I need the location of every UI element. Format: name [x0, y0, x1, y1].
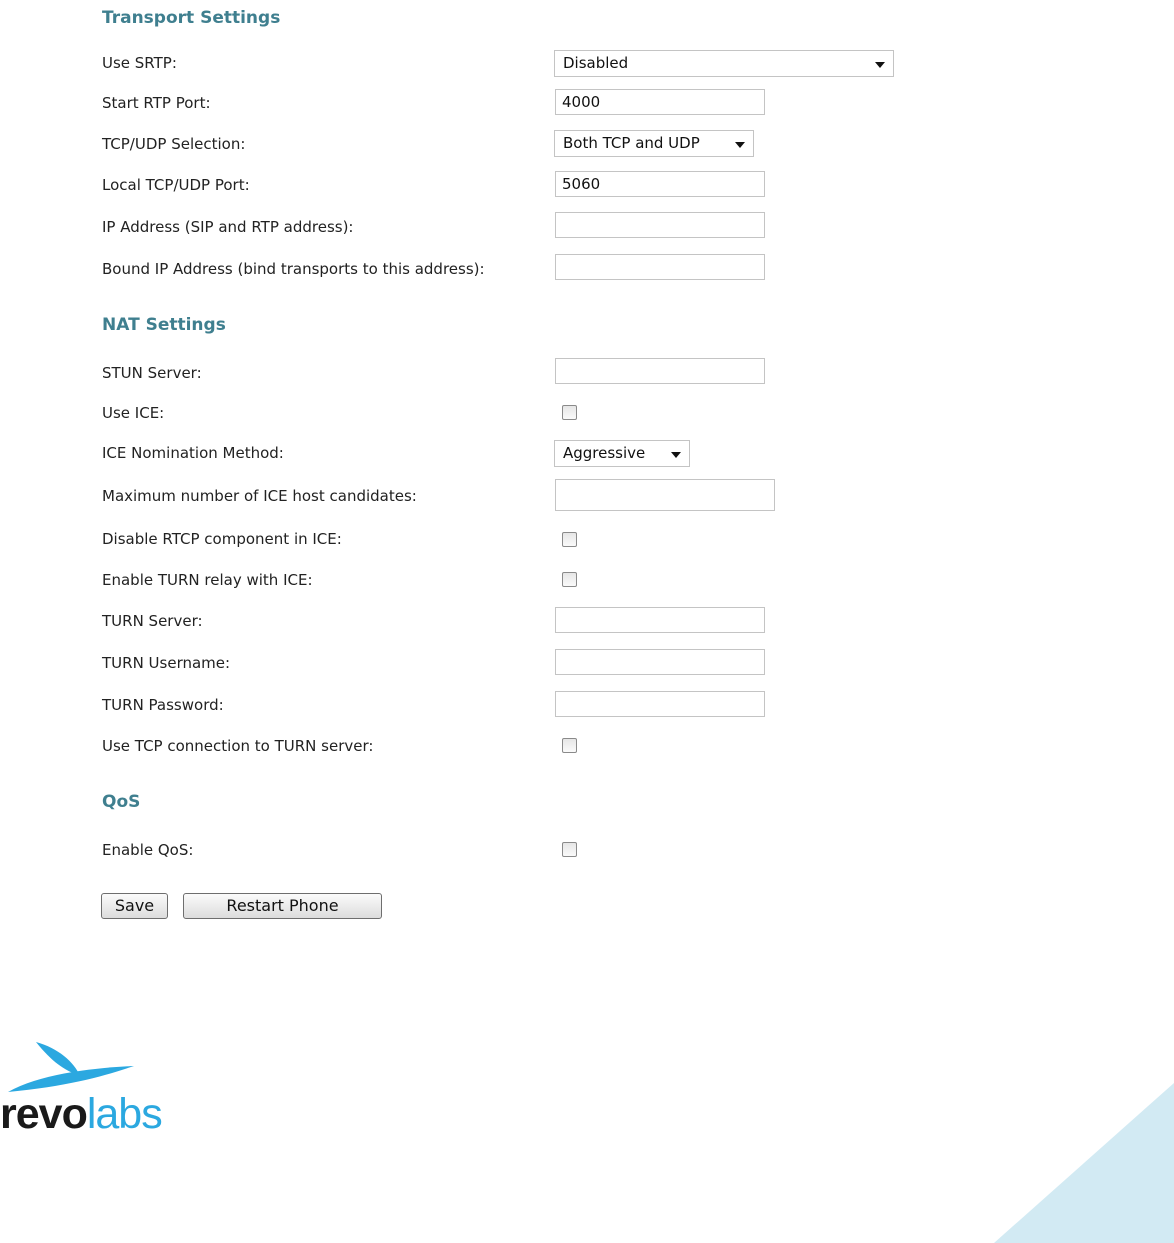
logo-text-labs: labs [86, 1090, 162, 1138]
chevron-down-icon [671, 452, 681, 458]
ice-nomination-select[interactable] [554, 440, 690, 467]
stun-server-label: STUN Server: [102, 364, 202, 382]
revolabs-logo [0, 1090, 162, 1139]
enable-qos-label: Enable QoS: [102, 841, 194, 859]
local-port-label: Local TCP/UDP Port: [102, 176, 250, 194]
use-ice-label: Use ICE: [102, 404, 165, 422]
corner-decoration [994, 1083, 1174, 1243]
tcp-udp-selection-label: TCP/UDP Selection: [102, 135, 246, 153]
enable-turn-checkbox[interactable] [562, 572, 577, 587]
disable-rtcp-label: Disable RTCP component in ICE: [102, 530, 342, 548]
max-ice-host-input[interactable] [555, 479, 775, 511]
bound-ip-input[interactable] [555, 254, 765, 280]
section-title-qos: QoS [102, 792, 141, 812]
enable-turn-label: Enable TURN relay with ICE: [102, 571, 313, 589]
disable-rtcp-checkbox[interactable] [562, 532, 577, 547]
ice-nomination-label: ICE Nomination Method: [102, 444, 284, 462]
logo-text-revo: revo [0, 1090, 87, 1138]
use-srtp-select[interactable] [554, 50, 894, 77]
ip-address-label: IP Address (SIP and RTP address): [102, 218, 354, 236]
chevron-down-icon [735, 142, 745, 148]
max-ice-host-label: Maximum number of ICE host candidates: [102, 487, 417, 505]
revolabs-logo-icon [0, 1040, 140, 1095]
turn-tcp-checkbox[interactable] [562, 738, 577, 753]
turn-username-label: TURN Username: [102, 654, 231, 672]
start-rtp-port-label: Start RTP Port: [102, 94, 211, 112]
section-title-nat: NAT Settings [102, 315, 226, 335]
turn-password-label: TURN Password: [102, 696, 224, 714]
tcp-udp-selection-value: Both TCP and UDP [563, 134, 700, 152]
use-srtp-value: Disabled [563, 54, 629, 72]
use-srtp-label: Use SRTP: [102, 54, 177, 72]
start-rtp-port-input[interactable] [555, 89, 765, 115]
stun-server-input[interactable] [555, 358, 765, 384]
local-port-input[interactable] [555, 171, 765, 197]
chevron-down-icon [875, 62, 885, 68]
turn-server-label: TURN Server: [102, 612, 203, 630]
turn-tcp-label: Use TCP connection to TURN server: [102, 737, 374, 755]
section-title-transport: Transport Settings [102, 8, 281, 28]
bound-ip-label: Bound IP Address (bind transports to this address): [102, 260, 485, 278]
ice-nomination-value: Aggressive [563, 444, 646, 462]
ip-address-input[interactable] [555, 212, 765, 238]
restart-phone-button[interactable]: Restart Phone [183, 893, 382, 919]
tcp-udp-selection-select[interactable] [554, 130, 754, 157]
turn-server-input[interactable] [555, 607, 765, 633]
save-button[interactable]: Save [101, 893, 168, 919]
turn-username-input[interactable] [555, 649, 765, 675]
use-ice-checkbox[interactable] [562, 405, 577, 420]
enable-qos-checkbox[interactable] [562, 842, 577, 857]
turn-password-input[interactable] [555, 691, 765, 717]
